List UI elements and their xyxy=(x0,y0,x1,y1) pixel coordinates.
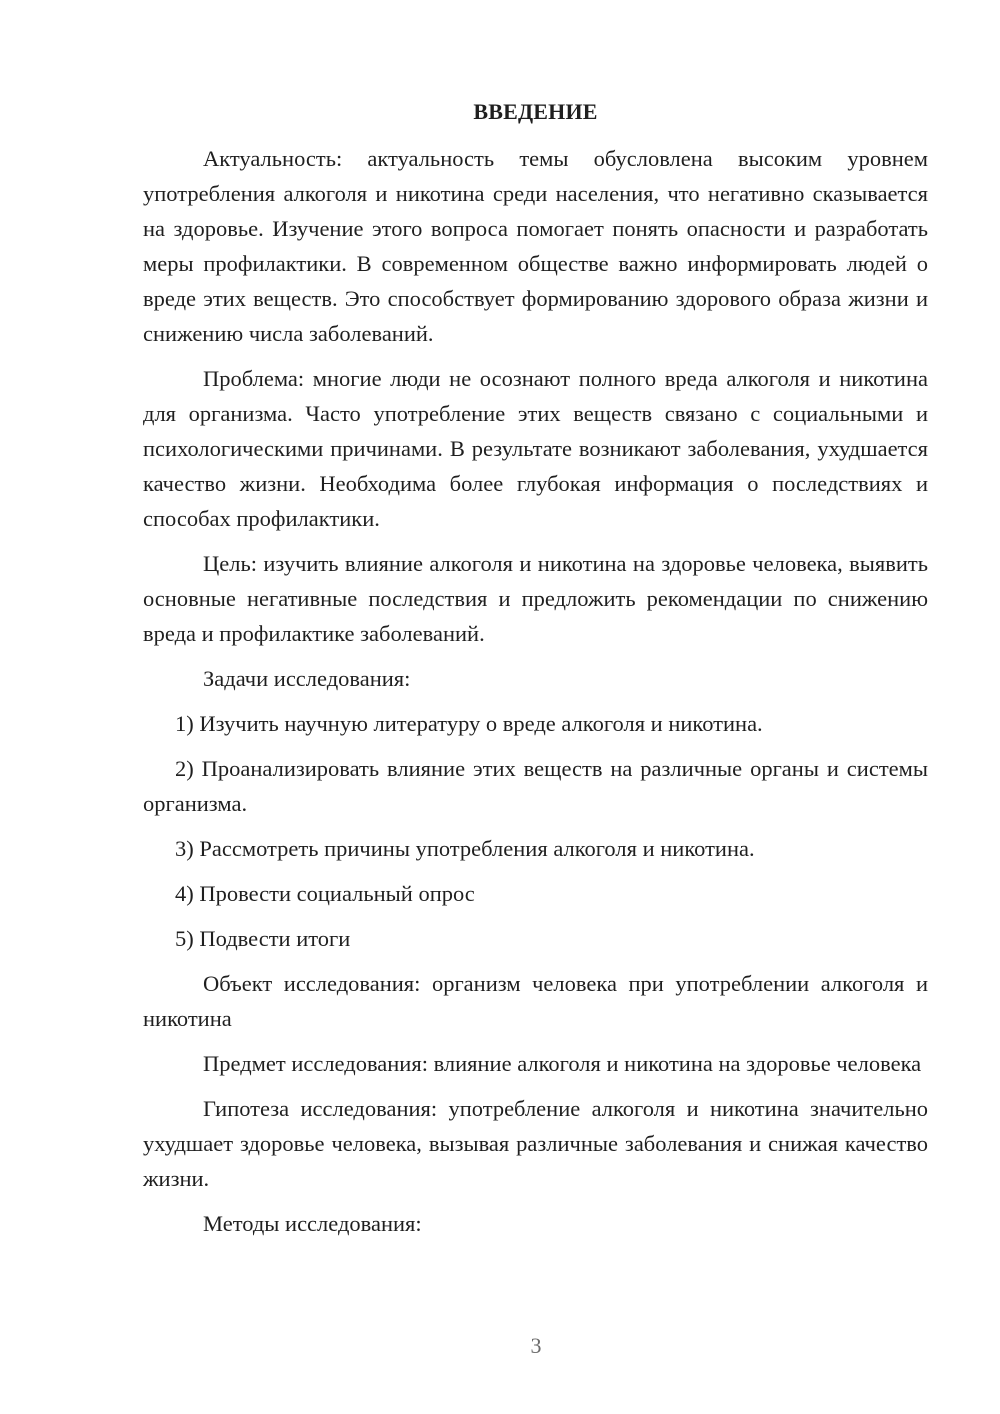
task-item-5: 5) Подвести итоги xyxy=(175,926,351,951)
paragraph-object: Объект исследования: организм человека при употреблении алкоголя и никотина xyxy=(143,971,928,1031)
paragraph-subject: Предмет исследования: влияние алкоголя и никотина на здоровье человека xyxy=(203,1051,922,1076)
task-item-1: 1) Изучить научную литературу о вреде алкоголя и никотина. xyxy=(175,711,763,736)
paragraph-problem: Проблема: многие люди не осознают полного вреда алкоголя и никотина для организма. Часто употребление этих веществ связано с социальными и психологическими причинами. В результате возникают заболевания, ухудшается качество жизни. Необходима более глубокая информация о последствиях и способах профилактики. xyxy=(143,366,928,531)
paragraph-hypothesis: Гипотеза исследования: употребление алкоголя и никотина значительно ухудшает здоровье человека, вызывая различные заболевания и снижая качество жизни. xyxy=(143,1096,928,1191)
page-number: 3 xyxy=(530,1333,542,1358)
paragraph-relevance: Актуальность: актуальность темы обусловлена высоким уровнем употребления алкоголя и никотина среди населения, что негативно сказывается на здоровье. Изучение этого вопроса помогает понять опасности и разработать меры профилактики. В современном обществе важно информировать людей о вреде этих веществ. Это способствует формированию здорового образа жизни и снижению числа заболеваний. xyxy=(143,146,928,346)
paragraph-goal: Цель: изучить влияние алкоголя и никотина на здоровье человека, выявить основные негативные последствия и предложить рекомендации по снижению вреда и профилактике заболеваний. xyxy=(143,551,928,646)
paragraph-tasks-heading: Задачи исследования: xyxy=(203,666,411,691)
section-title: ВВЕДЕНИЕ xyxy=(473,99,598,124)
task-item-3: 3) Рассмотреть причины употребления алкоголя и никотина. xyxy=(175,836,755,861)
task-item-4: 4) Провести социальный опрос xyxy=(175,881,475,906)
paragraph-methods: Методы исследования: xyxy=(203,1211,422,1236)
document-body xyxy=(143,94,928,1251)
task-item-2: 2) Проанализировать влияние этих веществ на различные органы и системы организма. xyxy=(143,756,928,816)
